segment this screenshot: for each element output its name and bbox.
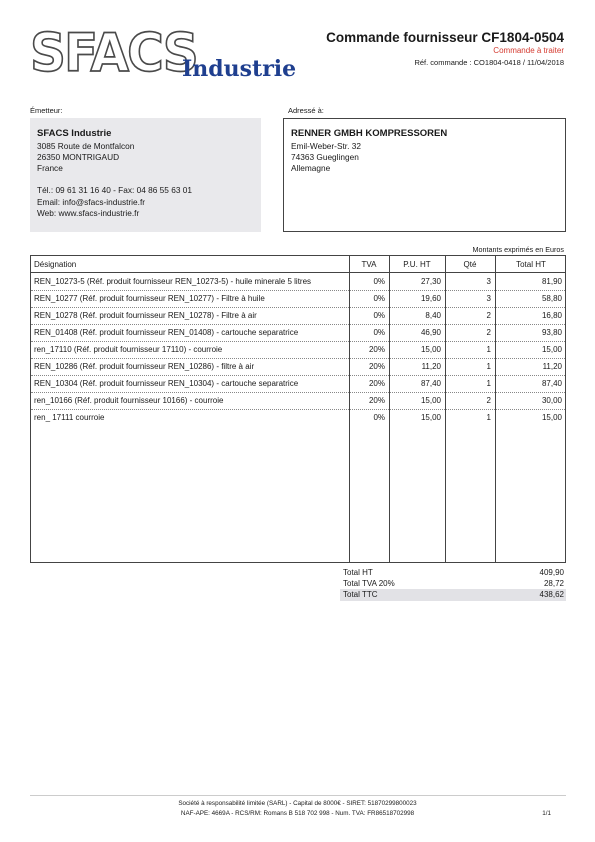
row-tva: 20%	[368, 379, 385, 388]
recipient-name: RENNER GMBH KOMPRESSOREN	[291, 128, 448, 139]
logo-subtitle: Industrie	[182, 56, 297, 82]
row-quantity: 1	[486, 413, 491, 422]
order-lines-table	[30, 255, 566, 563]
row-designation: REN_01408 (Réf. produit fournisseur REN_01408) - cartouche separatrice	[34, 328, 299, 337]
row-total: 15,00	[541, 345, 562, 354]
row-unit-price: 15,00	[420, 413, 441, 422]
row-unit-price: 15,00	[420, 396, 441, 405]
order-reference: Réf. commande : CO1804-0418 / 11/04/2018	[414, 58, 564, 67]
row-quantity: 1	[486, 345, 491, 354]
row-total: 58,80	[541, 294, 562, 303]
sender-box	[30, 118, 261, 232]
logo-wordmark: SFACS	[30, 22, 197, 84]
total-ht-label: Total HT	[343, 568, 373, 577]
sender-email: Email: info@sfacs-industrie.fr	[37, 197, 146, 207]
row-tva: 20%	[368, 362, 385, 371]
row-unit-price: 8,40	[425, 311, 441, 320]
header-unit-price: P.U. HT	[403, 260, 431, 269]
total-tva-value: 28,72	[543, 579, 564, 588]
table-header	[31, 256, 565, 273]
row-unit-price: 19,60	[420, 294, 441, 303]
row-designation: REN_10304 (Réf. produit fournisseur REN_10304) - cartouche separatrice	[34, 379, 299, 388]
row-quantity: 2	[486, 396, 491, 405]
sender-address-line1: 3085 Route de Montfalcon	[37, 141, 135, 151]
total-ttc-value: 438,62	[539, 590, 564, 599]
footer-legal-line2: NAF-APE: 4669A - RCS/RM: Romans B 518 702 998 - Num. TVA: FR86518702998	[180, 810, 415, 817]
row-unit-price: 11,20	[421, 362, 441, 371]
row-total: 30,00	[541, 396, 562, 405]
row-tva: 0%	[373, 311, 385, 320]
table-row	[31, 324, 565, 342]
recipient-address-line1: Emil-Weber-Str. 32	[291, 141, 361, 151]
row-total: 16,80	[541, 311, 562, 320]
header-total: Total HT	[516, 260, 546, 269]
row-quantity: 2	[486, 311, 491, 320]
row-quantity: 1	[486, 362, 491, 371]
table-row	[31, 392, 565, 410]
total-tva-label: Total TVA 20%	[343, 579, 395, 588]
total-ttc-row	[340, 589, 566, 601]
row-quantity: 1	[486, 379, 491, 388]
sender-name: SFACS Industrie	[37, 128, 112, 139]
recipient-address-line2: 74363 Gueglingen	[291, 152, 359, 162]
page-number: 1/1	[542, 810, 551, 817]
row-designation: REN_10277 (Réf. produit fournisseur REN_10277) - Filtre à huile	[34, 294, 265, 303]
table-row	[31, 290, 565, 308]
sender-country: France	[37, 163, 63, 173]
row-total: 15,00	[541, 413, 562, 422]
footer-legal-line1: Société à responsabilité limitée (SARL) - Capital de 8000€ - SIRET: 51870299800023	[178, 800, 417, 807]
row-designation: ren_ 17111 courroie	[34, 413, 105, 422]
row-tva: 0%	[373, 277, 385, 286]
row-unit-price: 46,90	[420, 328, 441, 337]
row-tva: 0%	[373, 413, 385, 422]
sender-label: Émetteur:	[30, 106, 63, 115]
row-total: 11,20	[542, 362, 562, 371]
sender-address-line2: 26350 MONTRIGAUD	[37, 152, 120, 162]
table-row	[31, 341, 565, 359]
row-total: 81,90	[541, 277, 562, 286]
row-unit-price: 27,30	[420, 277, 441, 286]
document-title: Commande fournisseur CF1804-0504	[326, 30, 564, 45]
table-row	[31, 375, 565, 393]
row-quantity: 3	[486, 277, 491, 286]
row-unit-price: 15,00	[420, 345, 441, 354]
total-ht-value: 409,90	[539, 568, 564, 577]
row-designation: REN_10286 (Réf. produit fournisseur REN_10286) - filtre à air	[34, 362, 255, 371]
company-logo	[30, 22, 315, 90]
table-row	[31, 307, 565, 325]
header-quantity: Qté	[463, 260, 477, 269]
recipient-box	[283, 118, 566, 232]
recipient-label: Adressé à:	[288, 106, 324, 115]
row-total: 93,80	[541, 328, 562, 337]
sender-website: Web: www.sfacs-industrie.fr	[37, 208, 140, 218]
header-designation: Désignation	[34, 260, 77, 269]
header-tva: TVA	[361, 260, 377, 269]
row-tva: 0%	[373, 294, 385, 303]
footer-divider	[30, 795, 566, 796]
row-quantity: 3	[486, 294, 491, 303]
row-quantity: 2	[486, 328, 491, 337]
row-designation: REN_10273-5 (Réf. produit fournisseur REN_10273-5) - huile minerale 5 litres	[34, 277, 312, 286]
row-total: 87,40	[541, 379, 562, 388]
row-designation: ren_10166 (Réf. produit fournisseur 10166) - courroie	[34, 396, 224, 405]
currency-note: Montants exprimés en Euros	[472, 245, 564, 254]
row-unit-price: 87,40	[420, 379, 441, 388]
row-tva: 20%	[368, 345, 385, 354]
table-row	[31, 273, 565, 291]
sender-phone: Tél.: 09 61 31 16 40 - Fax: 04 86 55 63 01	[37, 185, 192, 195]
row-tva: 20%	[368, 396, 385, 405]
table-row	[31, 358, 565, 376]
total-ttc-label: Total TTC	[343, 590, 378, 599]
row-tva: 0%	[373, 328, 385, 337]
recipient-country: Allemagne	[291, 163, 331, 173]
table-row	[31, 409, 565, 426]
row-designation: REN_10278 (Réf. produit fournisseur REN_10278) - Filtre à air	[34, 311, 257, 320]
order-status: Commande à traiter	[493, 46, 564, 55]
row-designation: ren_17110 (Réf. produit fournisseur 17110) - courroie	[34, 345, 223, 354]
